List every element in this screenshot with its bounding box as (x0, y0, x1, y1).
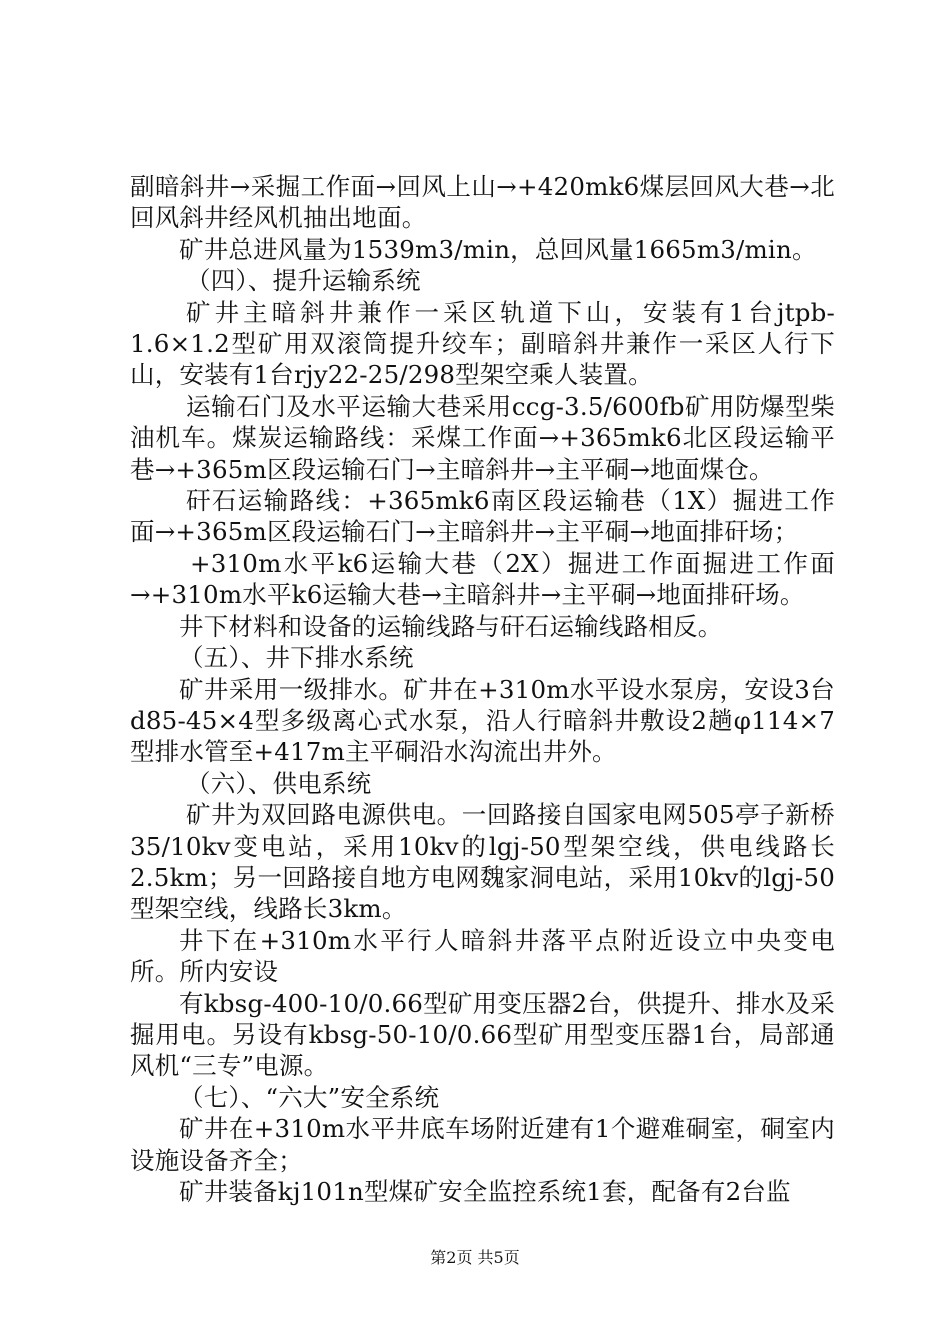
paragraph-power-supply: 矿井为双回路电源供电。一回路接自国家电网505亭子新桥35/10kv变电站，采用10kv的lgj-50型架空线，供电线路长2.5km；另一回路接自地方电网魏家洞电站，采用10kv的lgj-50型架空线，线路长3km。 (130, 800, 835, 924)
heading-hoisting-transport: （四）、提升运输系统 (186, 266, 421, 296)
paragraph-materials-route: 井下材料和设备的运输线路与矸石运输线路相反。 (179, 611, 723, 641)
paragraph-hoisting: 矿井主暗斜井兼作一采区轨道下山，安装有1台jtpb-1.6×1.2型矿用双滚筒提升绞车；副暗斜井兼作一采区人行下山，安装有1台rjy22-25/298型架空乘人装置。 (130, 297, 835, 390)
paragraph-waste-rock-route-1: 矸石运输路线：+365mk6南区段运输巷（1X）掘进工作面→+365m区段运输石门→主暗斜井→主平硐→地面排矸场； (130, 486, 835, 547)
paragraph-refuge-chamber: 矿井在+310m水平井底车场附近建有1个避难硐室，硐室内设施设备齐全； (130, 1114, 835, 1175)
paragraph-monitoring-system: 矿井装备kj101n型煤矿安全监控系统1套，配备有2台监 (179, 1177, 791, 1206)
heading-power-supply: （六）、供电系统 (186, 768, 372, 798)
paragraph-transformers: 有kbsg-400-10/0.66型矿用变压器2台，供提升、排水及采掘用电。另设有kbsg-50-10/0.66型矿用型变压器1台，局部通风机“三专”电源。 (130, 988, 835, 1081)
heading-drainage: （五）、井下排水系统 (179, 643, 414, 673)
paragraph-air-volume: 矿井总进风量为1539m3/min，总回风量1665m3/min。 (179, 234, 817, 264)
paragraph-substation: 井下在+310m水平行人暗斜井落平点附近设立中央变电所。所内安设 (130, 925, 835, 987)
paragraph-coal-transport: 运输石门及水平运输大巷采用ccg-3.5/600fb矿用防爆型柴油机车。煤炭运输路线：采煤工作面→+365mk6北区段运输平巷→+365m区段运输石门→主暗斜井→主平硐→地面煤仓。 (130, 391, 835, 484)
paragraph-drainage: 矿井采用一级排水。矿井在+310m水平设水泵房，安设3台d85-45×4型多级离心式水泵，沿人行暗斜井敷设2趟φ114×7型排水管至+417m主平硐沿水沟流出井外。 (130, 674, 835, 767)
page-number-footer: 第2页 共5页 (430, 1248, 520, 1267)
document-body (130, 171, 835, 1207)
heading-safety-systems: （七）、“六大”安全系统 (179, 1082, 440, 1112)
paragraph-airflow-route: 副暗斜井→采掘工作面→回风上山→+420mk6煤层回风大巷→北回风斜井经风机抽出地面。 (130, 172, 835, 233)
paragraph-waste-rock-route-2: +310m水平k6运输大巷（2X）掘进工作面掘进工作面→+310m水平k6运输大巷→主暗斜井→主平硐→地面排矸场。 (130, 548, 835, 610)
